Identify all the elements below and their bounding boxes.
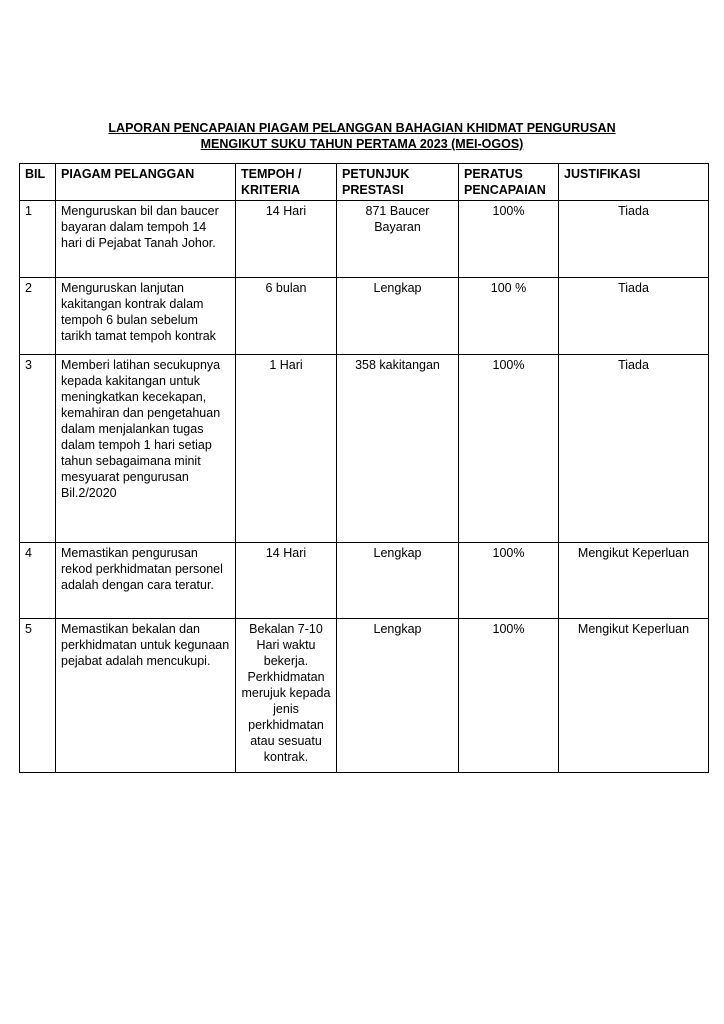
cell-tempoh: 14 Hari: [236, 543, 337, 619]
cell-bil: 4: [20, 543, 56, 619]
cell-piagam: Memberi latihan secukupnya kepada kakitangan untuk meningkatkan kecekapan, kemahiran dan pengetahuan dalam menjalankan tugas dalam tempoh 1 hari setiap tahun sebagaimana minit mesyuarat pengurusan Bil.2/2020: [56, 355, 236, 543]
cell-justifikasi: Tiada: [559, 355, 709, 543]
header-justifikasi: JUSTIFIKASI: [559, 164, 709, 201]
header-bil: BIL: [20, 164, 56, 201]
cell-bil: 1: [20, 201, 56, 278]
header-peratus-pencapaian: PERATUS PENCAPAIAN: [459, 164, 559, 201]
table-row: [20, 543, 709, 619]
cell-petunjuk: Lengkap: [337, 278, 459, 355]
report-title-line-1: LAPORAN PENCAPAIAN PIAGAM PELANGGAN BAHAGIAN KHIDMAT PENGURUSAN: [108, 121, 616, 135]
cell-tempoh: 14 Hari: [236, 201, 337, 278]
cell-peratus: 100%: [459, 543, 559, 619]
cell-piagam: Menguruskan lanjutan kakitangan kontrak dalam tempoh 6 bulan sebelum tarikh tamat tempoh kontrak: [56, 278, 236, 355]
header-petunjuk-prestasi: PETUNJUK PRESTASI: [337, 164, 459, 201]
cell-justifikasi: Mengikut Keperluan: [559, 619, 709, 773]
cell-tempoh: Bekalan 7-10 Hari waktu bekerja. Perkhidmatan merujuk kepada jenis perkhidmatan atau sesuatu kontrak.: [236, 619, 337, 773]
cell-justifikasi: Tiada: [559, 201, 709, 278]
cell-petunjuk: 871 Baucer Bayaran: [337, 201, 459, 278]
cell-bil: 3: [20, 355, 56, 543]
cell-petunjuk: Lengkap: [337, 543, 459, 619]
cell-peratus: 100%: [459, 619, 559, 773]
cell-justifikasi: Tiada: [559, 278, 709, 355]
table-header-row: [20, 164, 709, 201]
table-row: [20, 355, 709, 543]
cell-tempoh: 1 Hari: [236, 355, 337, 543]
table-row: [20, 201, 709, 278]
cell-piagam: Memastikan pengurusan rekod perkhidmatan personel adalah dengan cara teratur.: [56, 543, 236, 619]
report-title-line-2: MENGIKUT SUKU TAHUN PERTAMA 2023 (MEI-OGOS): [200, 137, 524, 151]
cell-peratus: 100%: [459, 201, 559, 278]
cell-tempoh: 6 bulan: [236, 278, 337, 355]
cell-peratus: 100%: [459, 355, 559, 543]
cell-justifikasi: Mengikut Keperluan: [559, 543, 709, 619]
table-row: [20, 278, 709, 355]
cell-bil: 2: [20, 278, 56, 355]
cell-peratus: 100 %: [459, 278, 559, 355]
table-row: [20, 619, 709, 773]
cell-bil: 5: [20, 619, 56, 773]
cell-petunjuk: 358 kakitangan: [337, 355, 459, 543]
header-piagam-pelanggan: PIAGAM PELANGGAN: [56, 164, 236, 201]
report-table: [19, 163, 709, 773]
cell-petunjuk: Lengkap: [337, 619, 459, 773]
cell-piagam: Memastikan bekalan dan perkhidmatan untuk kegunaan pejabat adalah mencukupi.: [56, 619, 236, 773]
cell-piagam: Menguruskan bil dan baucer bayaran dalam tempoh 14 hari di Pejabat Tanah Johor.: [56, 201, 236, 278]
header-tempoh-kriteria: TEMPOH / KRITERIA: [236, 164, 337, 201]
